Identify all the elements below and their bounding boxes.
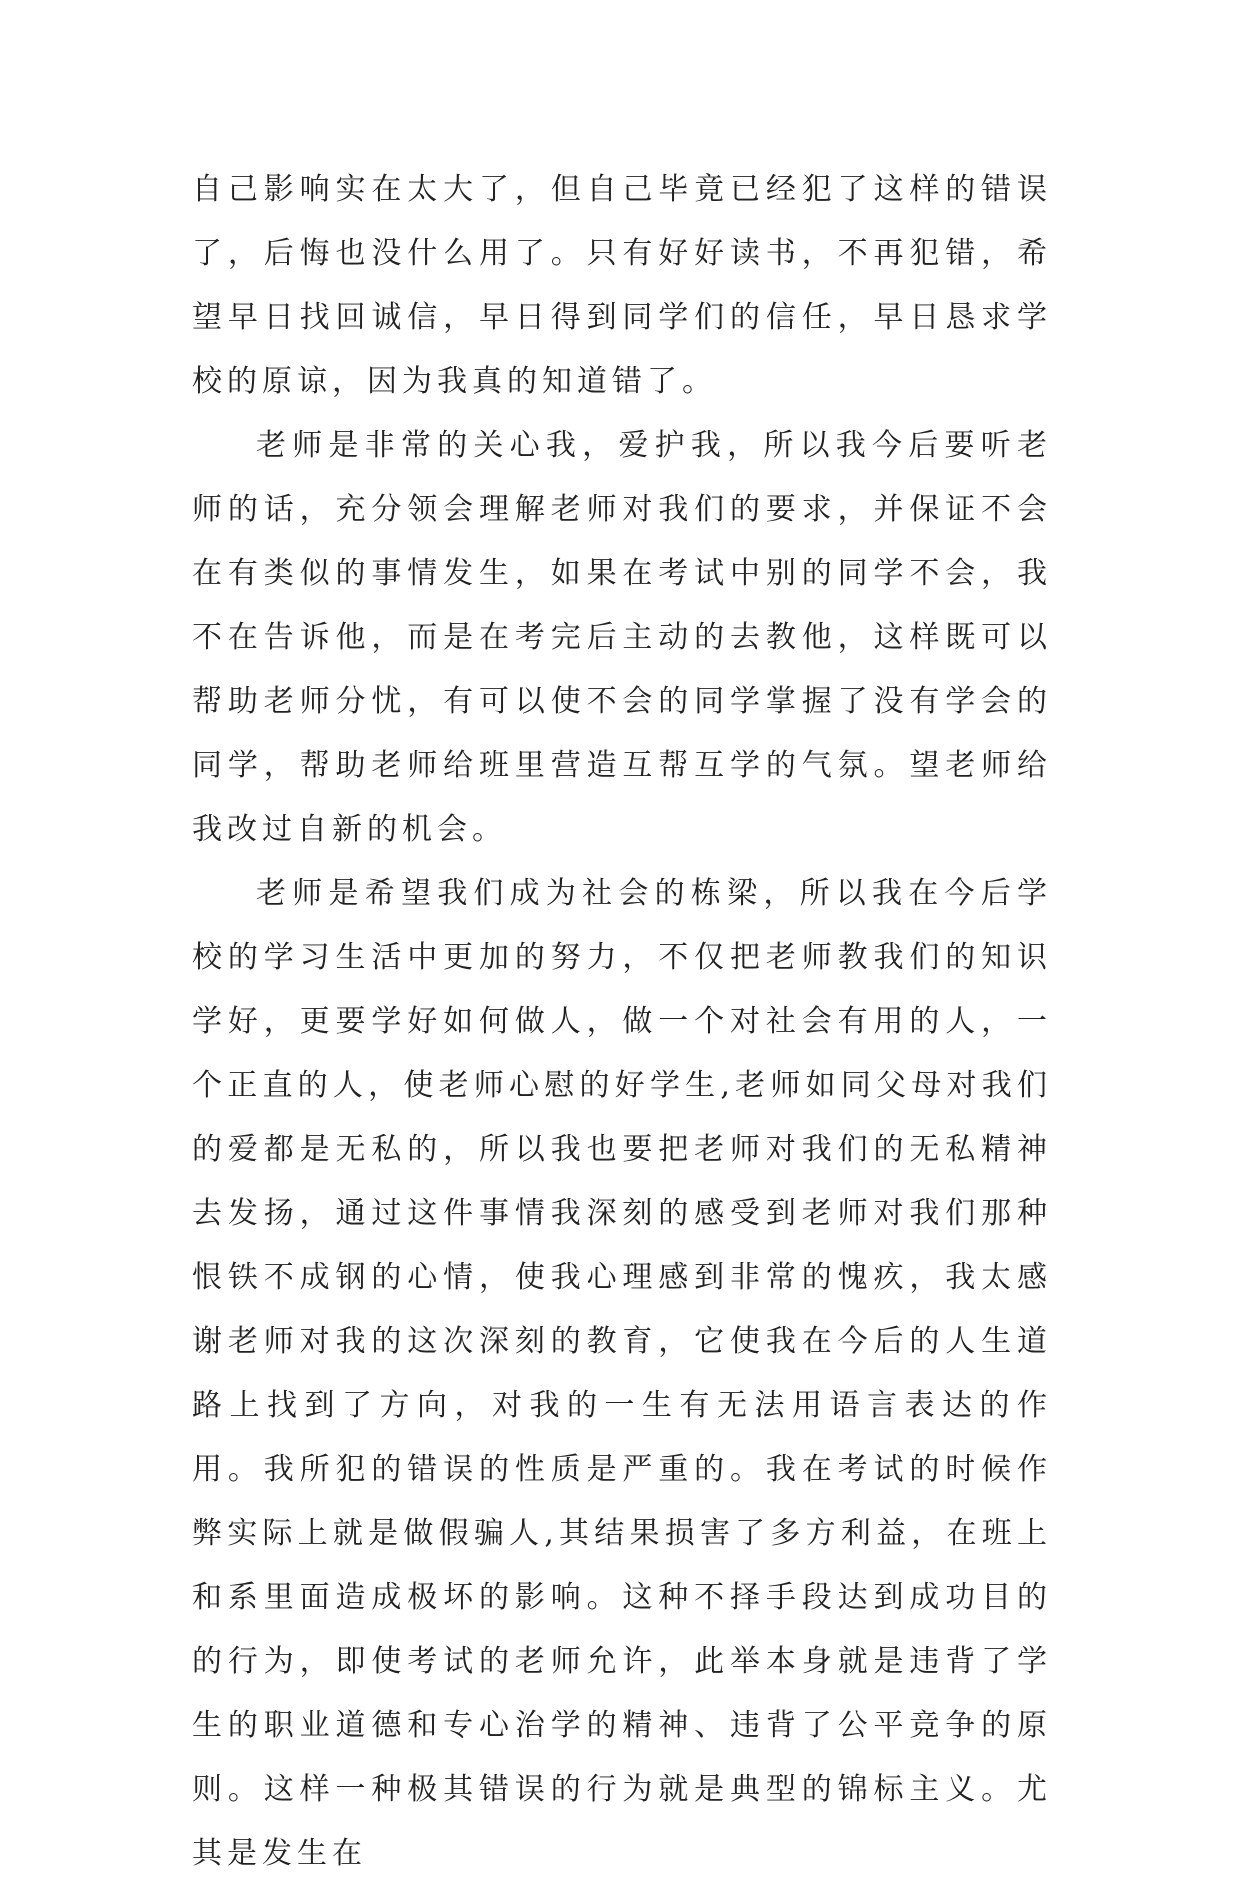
paragraph-3: 老师是希望我们成为社会的栋梁，所以我在今后学校的学习生活中更加的努力，不仅把老师教我们的知识学好，更要学好如何做人，做一个对社会有用的人，一个正直的人，使老师心慰的好学生,老师如同父母对我们的爱都是无私的，所以我也要把老师对我们的无私精神去发扬，通过这件事情我深刻的感受到老师对我们那种恨铁不成钢的心情，使我心理感到非常的愧疚，我太感谢老师对我的这次深刻的教育，它使我在今后的人生道路上找到了方向，对我的一生有无法用语言表达的作用。我所犯的错误的性质是严重的。我在考试的时候作弊实际上就是做假骗人,其结果损害了多方利益，在班上和系里面造成极坏的影响。这种不择手段达到成功目的的行为，即使考试的老师允许，此举本身就是违背了学生的职业道德和专心治学的精神、违背了公平竞争的原则。这样一种极其错误的行为就是典型的锦标主义。尤其是发生在 (192, 876, 1052, 1871)
paragraph-2: 老师是非常的关心我，爱护我，所以我今后要听老师的话，充分领会理解老师对我们的要求，并保证不会在有类似的事情发生，如果在考试中别的同学不会，我不在告诉他，而是在考完后主动的去教他，这样既可以帮助老师分忧，有可以使不会的同学掌握了没有学会的同学，帮助老师给班里营造互帮互学的气氛。望老师给我改过自新的机会。 (192, 428, 1052, 847)
paragraph-1: 自己影响实在太大了，但自己毕竟已经犯了这样的错误了，后悔也没什么用了。只有好好读书，不再犯错，希望早日找回诚信，早日得到同学们的信任，早日恳求学校的原谅，因为我真的知道错了。 (192, 172, 1052, 399)
document-body (192, 158, 1052, 1886)
